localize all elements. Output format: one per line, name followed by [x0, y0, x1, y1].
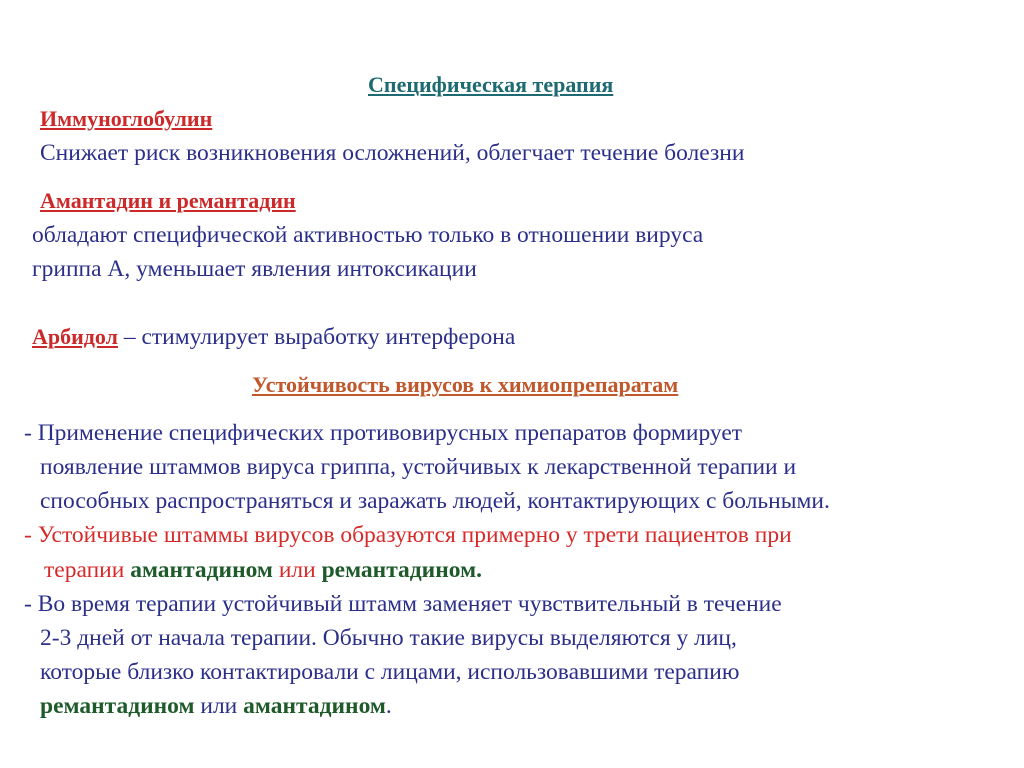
drug-amantadine-2: амантадином — [243, 693, 386, 719]
arbidol-text: – стимулирует выработку интерферона — [117, 324, 516, 350]
or-text-2: или — [194, 693, 244, 719]
drug-amantadine: амантадином — [130, 557, 273, 583]
amantadine-line-2: гриппа А, уменьшает явления интоксикации — [32, 256, 477, 282]
therapy-prefix: терапии — [44, 557, 131, 583]
resistance-heading: Устойчивость вирусов к химиопрепаратам — [252, 372, 679, 397]
amantadine-heading: Амантадин и ремантадин — [40, 188, 296, 213]
drug-remantadine-2: ремантадином — [40, 693, 195, 719]
resistance-p2-line-1: - Устойчивые штаммы вирусов образуются примерно у трети пациентов при — [24, 522, 792, 548]
amantadine-line-1: обладают специфической активностью только в отношении вируса — [32, 222, 704, 248]
resistance-p2-line-2 — [44, 555, 482, 585]
immunoglobulin-heading: Иммуноглобулин — [40, 106, 213, 131]
page-title: Специфическая терапия — [368, 72, 614, 97]
resistance-p1-line-2: появление штаммов вируса гриппа, устойчивых к лекарственной терапии и — [40, 454, 797, 480]
or-text: или — [272, 557, 322, 583]
immunoglobulin-text: Снижает риск возникновения осложнений, облегчает течение болезни — [40, 140, 745, 166]
resistance-p3-line-3: которые близко контактировали с лицами, использовавшими терапию — [40, 659, 740, 685]
resistance-p3-line-2: 2-3 дней от начала терапии. Обычно такие вирусы выделяются у лиц, — [40, 625, 737, 651]
resistance-p1-line-3: способных распространяться и заражать людей, контактирующих с больными. — [40, 488, 830, 514]
arbidol-heading: Арбидол — [32, 324, 118, 349]
resistance-p3-line-1: - Во время терапии устойчивый штамм заменяет чувствительный в течение — [24, 591, 782, 617]
resistance-p3-line-4 — [40, 691, 392, 721]
drug-remantadine: ремантадином. — [321, 557, 482, 583]
arbidol-row — [32, 322, 515, 352]
period: . — [385, 693, 392, 719]
resistance-p1-line-1: - Применение специфических противовирусных препаратов формирует — [24, 420, 743, 446]
